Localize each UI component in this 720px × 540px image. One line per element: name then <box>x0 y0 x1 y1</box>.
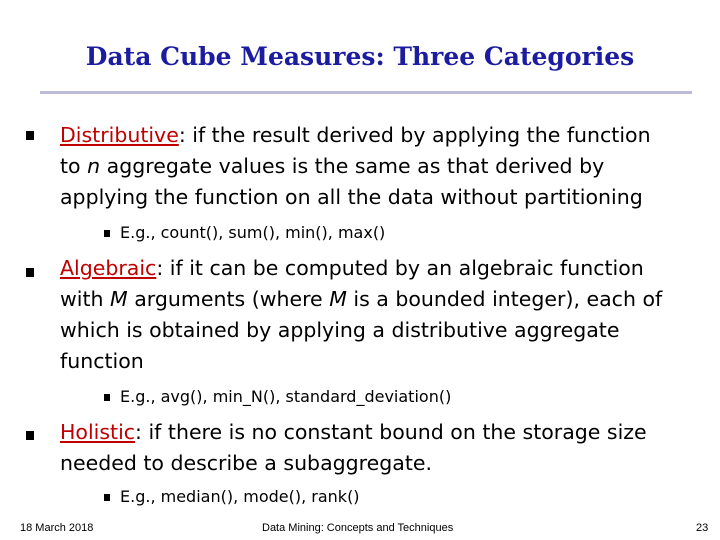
sub-bullet-icon <box>104 230 110 237</box>
sub-item-example: E.g., count(), sum(), min(), max() <box>120 223 386 242</box>
variable-m: M <box>110 287 128 311</box>
item-line: applying the function on all the data without partitioning <box>60 185 643 209</box>
item-line: Holistic: if there is no constant bound on the storage size <box>60 420 647 444</box>
footer-title: Data Mining: Concepts and Techniques <box>262 522 454 534</box>
bullet-item-holistic <box>60 417 700 479</box>
bullet-icon <box>26 431 34 440</box>
variable-n: n <box>87 154 101 178</box>
item-line: function <box>60 349 144 373</box>
item-text: is a bounded integer), each of <box>353 287 663 311</box>
slide-title: Data Cube Measures: Three Categories <box>85 42 635 71</box>
bullet-item-algebraic <box>60 253 700 377</box>
bullet-item-distributive <box>60 120 700 213</box>
item-line: Distributive: if the result derived by applying the function <box>60 123 651 147</box>
sub-item-example: E.g., median(), mode(), rank() <box>120 487 360 506</box>
item-text: to <box>60 154 81 178</box>
footer-date: 18 March 2018 <box>20 522 94 534</box>
item-line <box>60 151 700 182</box>
item-text: aggregate values is the same as that derived by <box>106 154 605 178</box>
variable-m: M <box>329 287 347 311</box>
page-number: 23 <box>696 522 709 534</box>
item-line: needed to describe a subaggregate. <box>60 451 432 475</box>
bullet-icon <box>26 131 34 140</box>
item-text: if it can be computed by an algebraic function <box>169 256 644 280</box>
term-distributive: Distributive <box>60 123 179 147</box>
item-line <box>60 284 700 315</box>
sub-bullet-icon <box>104 494 110 501</box>
item-text: with <box>60 287 104 311</box>
sub-item-example: E.g., avg(), min_N(), standard_deviation() <box>120 387 452 406</box>
term-algebraic: Algebraic <box>60 256 157 280</box>
item-text: if there is no constant bound on the storage size <box>148 420 647 444</box>
item-line: Algebraic: if it can be computed by an algebraic function <box>60 256 644 280</box>
item-text: arguments (where <box>134 287 323 311</box>
item-text: if the result derived by applying the function <box>192 123 651 147</box>
title-divider <box>40 91 692 94</box>
sub-bullet-icon <box>104 394 110 401</box>
item-line: which is obtained by applying a distributive aggregate <box>60 318 620 342</box>
bullet-icon <box>26 268 34 277</box>
term-holistic: Holistic <box>60 420 136 444</box>
